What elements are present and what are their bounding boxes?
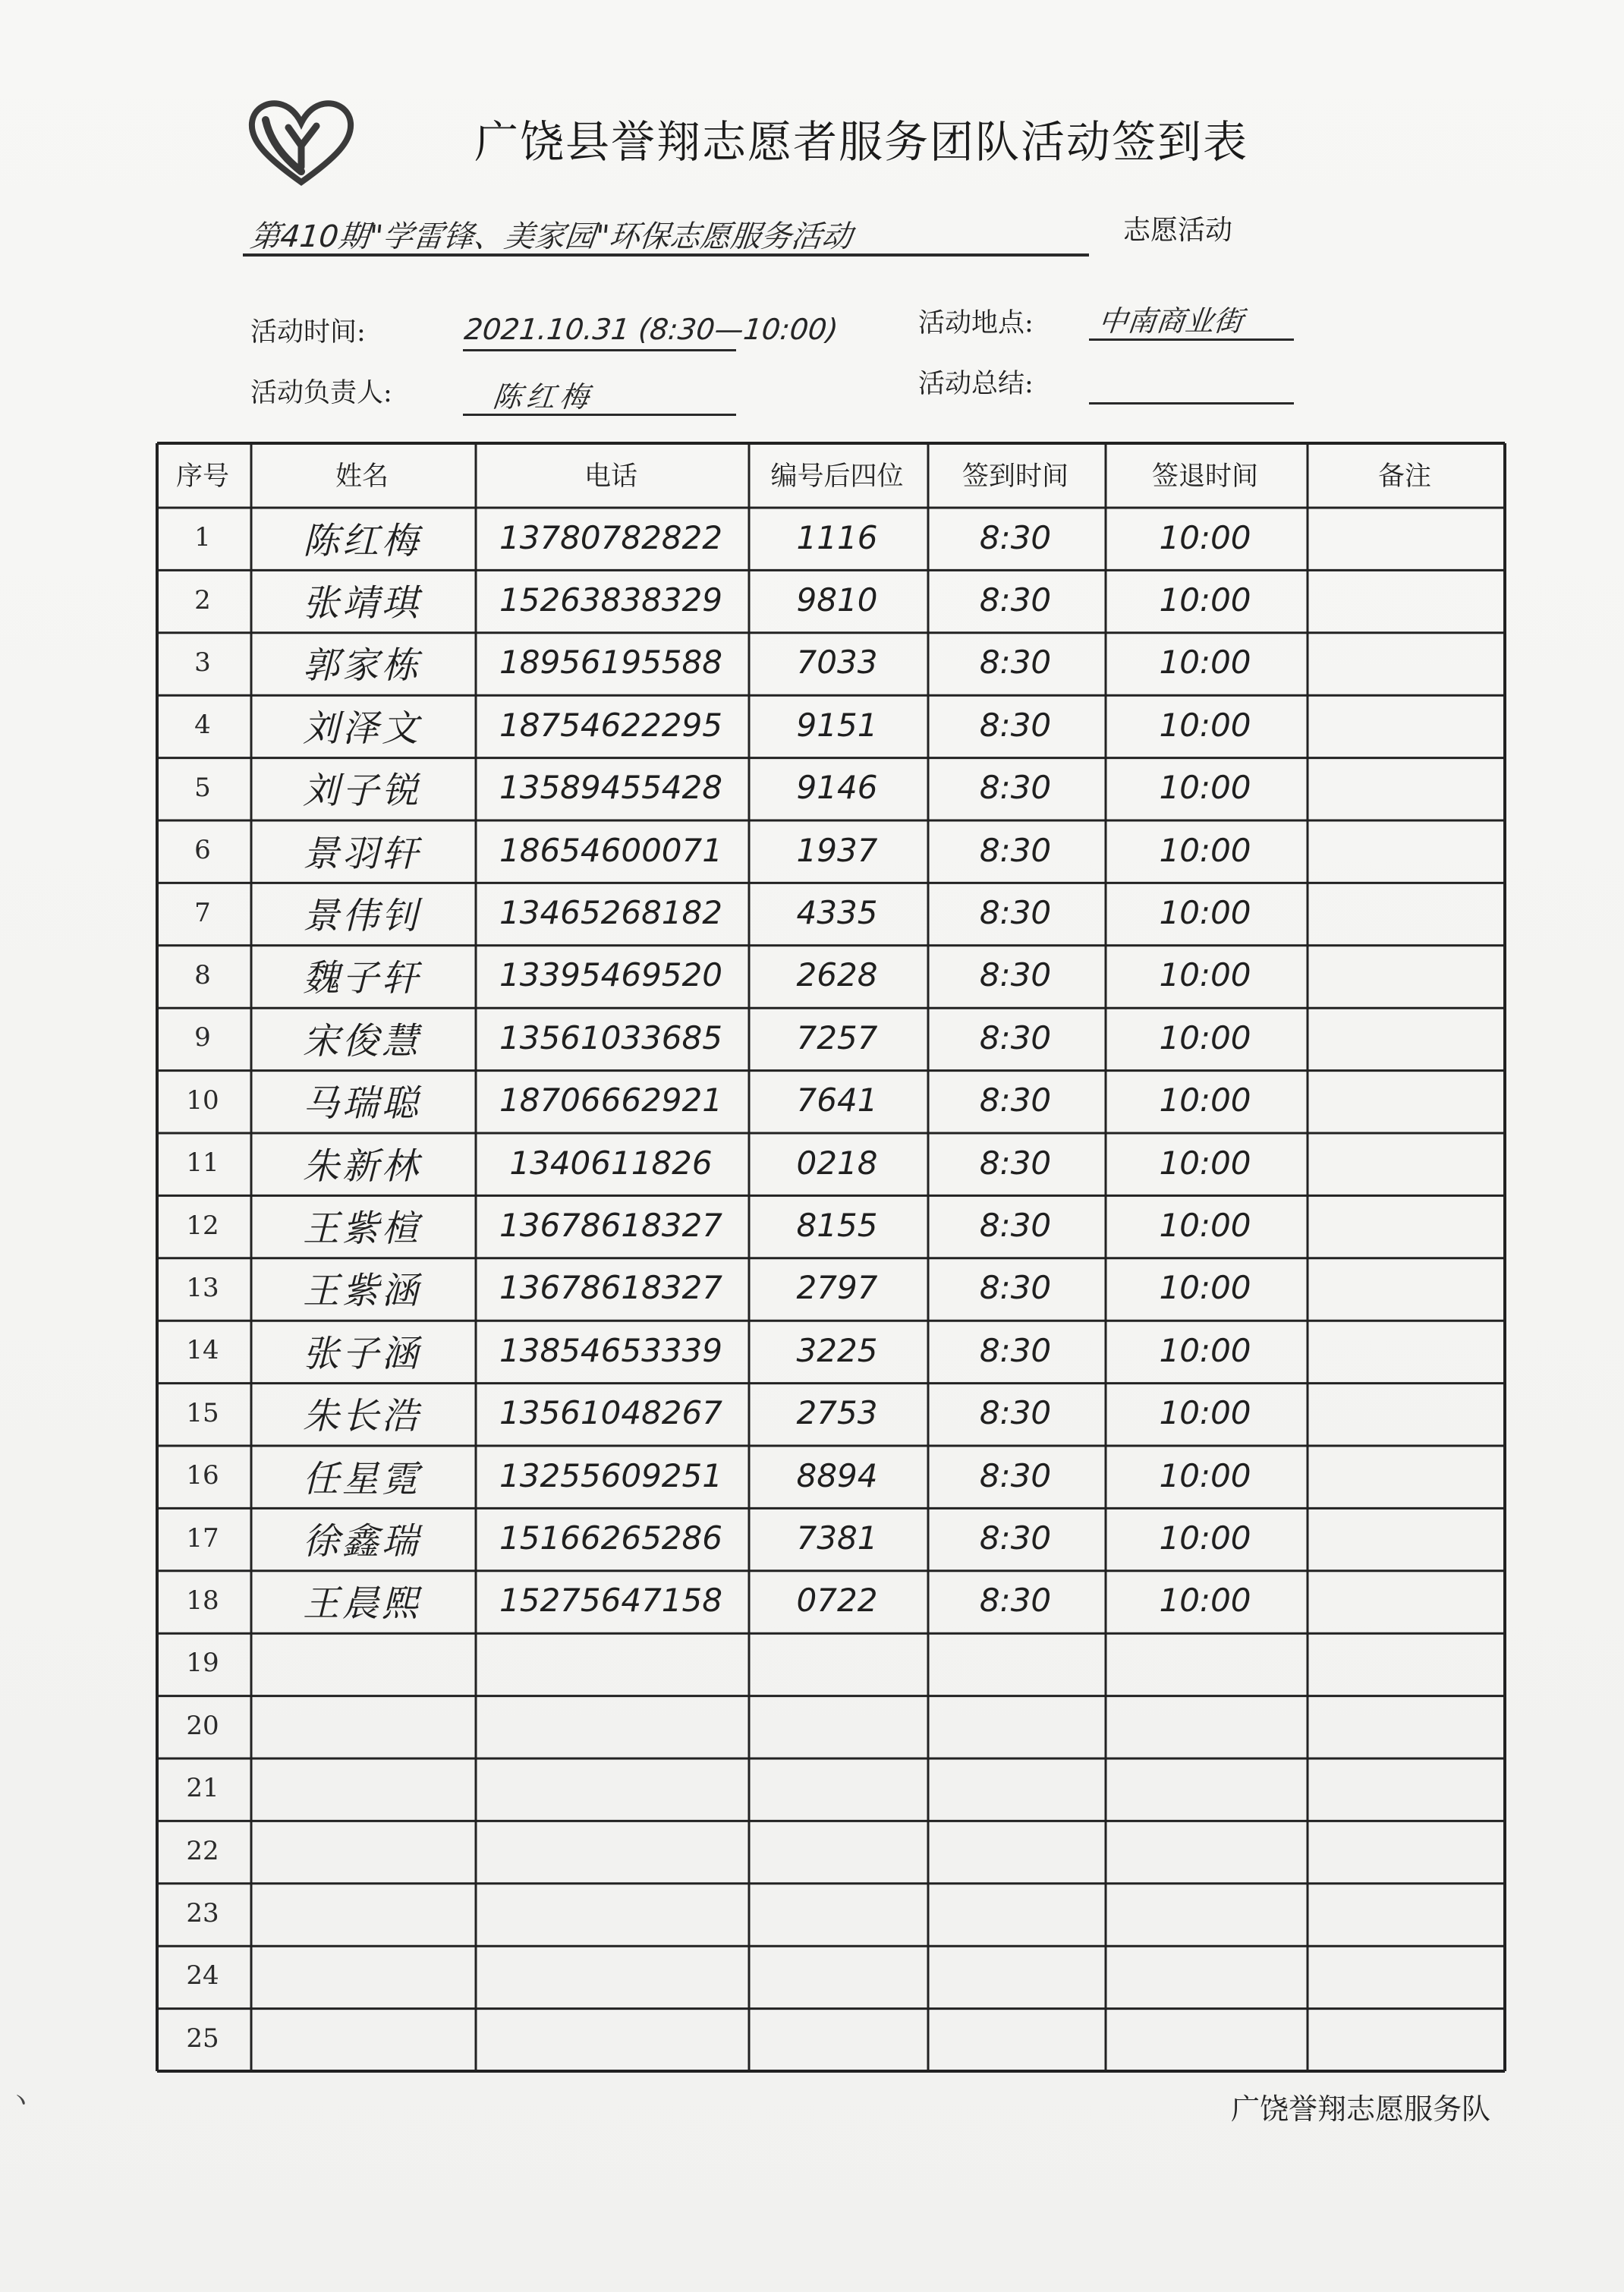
- row-remarks: [1306, 1632, 1503, 1694]
- row-checkin-time: 8:30: [979, 1018, 1052, 1056]
- row-remarks: [1306, 757, 1503, 819]
- row-checkout-time: 10:00: [1159, 1018, 1251, 1056]
- row-checkin-time: 8:30: [979, 706, 1052, 744]
- row-checkin-time: 8:30: [979, 1081, 1052, 1119]
- row-checkin-time: 8:30: [979, 1144, 1052, 1182]
- row-checkout-time: 10:00: [1159, 1144, 1251, 1182]
- row-id-last4: 0218: [796, 1144, 878, 1182]
- row-checkin-time: [927, 1757, 1104, 1819]
- row-checkout-time: 10:00: [1159, 894, 1251, 932]
- row-name: 景羽轩: [302, 832, 421, 875]
- row-checkin-time: [927, 1819, 1104, 1881]
- row-checkin-time: 8:30: [979, 769, 1052, 807]
- row-checkin-time: 8:30: [979, 956, 1052, 994]
- row-phone: 13780782822: [499, 518, 722, 556]
- row-remarks: [1306, 694, 1503, 756]
- row-id-last4: [747, 1695, 927, 1757]
- row-checkin-time: 8:30: [979, 581, 1052, 619]
- heart-y-logo-icon: [244, 97, 358, 188]
- row-remarks: [1306, 1944, 1503, 2007]
- row-id-last4: 0722: [796, 1582, 878, 1620]
- row-phone: 15263838329: [499, 581, 722, 619]
- row-checkout-time: [1104, 1944, 1306, 2007]
- header-id-last4: 编号后四位: [770, 461, 904, 492]
- header-checkin-time: 签到时间: [961, 461, 1069, 492]
- row-checkout-time: 10:00: [1159, 831, 1251, 869]
- row-phone: [474, 1882, 747, 1944]
- row-checkout-time: 10:00: [1159, 1456, 1251, 1494]
- row-remarks: [1306, 881, 1503, 943]
- row-index: 12: [186, 1210, 219, 1241]
- row-name: [250, 1757, 474, 1819]
- row-phone: 15275647158: [499, 1582, 722, 1620]
- row-name: 朱新林: [302, 1144, 421, 1188]
- row-name: 张子涵: [302, 1332, 421, 1375]
- footer-organization: 广饶誉翔志愿服务队: [1231, 2092, 1491, 2126]
- row-id-last4: [747, 1632, 927, 1694]
- row-checkout-time: 10:00: [1159, 956, 1251, 994]
- row-index: 14: [186, 1335, 219, 1366]
- row-checkin-time: 8:30: [979, 831, 1052, 869]
- row-name: 王紫楦: [302, 1207, 421, 1251]
- row-checkout-time: 10:00: [1159, 769, 1251, 807]
- header-phone: 电话: [584, 461, 637, 492]
- row-index: 9: [194, 1022, 211, 1053]
- row-id-last4: [747, 1819, 927, 1881]
- row-phone: [474, 2007, 747, 2070]
- row-checkout-time: 10:00: [1159, 706, 1251, 744]
- row-index: 13: [186, 1272, 219, 1303]
- row-name: [250, 2007, 474, 2070]
- row-phone: 13589455428: [499, 769, 722, 807]
- row-remarks: [1306, 1757, 1503, 1819]
- row-id-last4: 3225: [796, 1331, 878, 1369]
- row-name: 王紫涵: [302, 1270, 421, 1313]
- row-id-last4: 9810: [796, 581, 878, 619]
- row-phone: [474, 1819, 747, 1881]
- row-checkin-time: [927, 1632, 1104, 1694]
- row-name: 景伟钊: [302, 895, 421, 938]
- row-checkin-time: 8:30: [979, 1207, 1052, 1245]
- header-remarks: 备注: [1377, 461, 1431, 492]
- row-phone: 18754622295: [499, 706, 722, 744]
- row-id-last4: 7033: [796, 644, 878, 682]
- row-remarks: [1306, 1319, 1503, 1381]
- row-remarks: [1306, 1569, 1503, 1632]
- row-name: 宋俊慧: [302, 1019, 421, 1063]
- row-checkout-time: [1104, 1819, 1306, 1881]
- activity-summary-underline: [1089, 402, 1294, 405]
- row-index: 5: [194, 772, 211, 803]
- row-id-last4: 4335: [796, 894, 878, 932]
- activity-summary-label: 活动总结:: [918, 369, 1034, 399]
- activity-name: 第410期"学雷锋、美家园"环保志愿服务活动: [248, 219, 854, 254]
- row-checkin-time: [927, 1944, 1104, 2007]
- row-index: 21: [186, 1773, 219, 1804]
- row-checkout-time: 10:00: [1159, 1519, 1251, 1557]
- row-checkin-time: 8:30: [979, 1394, 1052, 1432]
- row-phone: 13561048267: [499, 1394, 722, 1432]
- row-checkout-time: 10:00: [1159, 1081, 1251, 1119]
- row-remarks: [1306, 1194, 1503, 1256]
- row-checkin-time: 8:30: [979, 1331, 1052, 1369]
- row-index: 16: [186, 1460, 219, 1491]
- row-phone: 13678618327: [499, 1207, 722, 1245]
- row-name: 刘子锐: [302, 770, 421, 813]
- row-checkin-time: 8:30: [979, 1582, 1052, 1620]
- row-id-last4: 2628: [796, 956, 878, 994]
- row-phone: 13255609251: [499, 1456, 722, 1494]
- row-checkout-time: [1104, 1882, 1306, 1944]
- row-id-last4: 7381: [796, 1519, 878, 1557]
- row-id-last4: 7641: [796, 1081, 878, 1119]
- row-phone: 13854653339: [499, 1331, 722, 1369]
- row-checkout-time: 10:00: [1159, 1331, 1251, 1369]
- row-checkout-time: 10:00: [1159, 1394, 1251, 1432]
- header-name: 姓名: [335, 461, 389, 492]
- row-index: 10: [186, 1085, 219, 1116]
- row-phone: 1340611826: [509, 1144, 713, 1182]
- row-remarks: [1306, 1132, 1503, 1194]
- row-checkout-time: 10:00: [1159, 1269, 1251, 1307]
- row-checkout-time: 10:00: [1159, 518, 1251, 556]
- row-name: [250, 1632, 474, 1694]
- row-id-last4: [747, 1944, 927, 2007]
- row-index: 1: [194, 522, 211, 553]
- row-index: 6: [194, 835, 211, 866]
- row-checkin-time: [927, 1882, 1104, 1944]
- row-checkout-time: [1104, 2007, 1306, 2070]
- row-remarks: [1306, 506, 1503, 568]
- row-phone: 18956195588: [499, 644, 722, 682]
- row-checkin-time: [927, 2007, 1104, 2070]
- row-phone: 13561033685: [499, 1018, 722, 1056]
- row-name: 朱长浩: [302, 1395, 421, 1438]
- row-id-last4: 2753: [796, 1394, 878, 1432]
- row-id-last4: 9146: [796, 769, 878, 807]
- activity-place-label: 活动地点:: [918, 308, 1034, 338]
- row-index: 22: [186, 1835, 219, 1866]
- row-index: 15: [186, 1397, 219, 1428]
- row-remarks: [1306, 819, 1503, 881]
- row-id-last4: 9151: [796, 706, 878, 744]
- activity-name-suffix: 志愿活动: [1123, 215, 1233, 246]
- row-index: 17: [186, 1522, 219, 1554]
- row-remarks: [1306, 1506, 1503, 1569]
- row-name: [250, 1695, 474, 1757]
- row-name: 马瑞聪: [302, 1082, 421, 1126]
- activity-place-value: 中南商业街: [1097, 304, 1245, 338]
- row-remarks: [1306, 1882, 1503, 1944]
- row-name: 任星霓: [302, 1457, 421, 1500]
- row-phone: 15166265286: [499, 1519, 722, 1557]
- row-remarks: [1306, 944, 1503, 1006]
- row-checkout-time: 10:00: [1159, 581, 1251, 619]
- row-checkin-time: 8:30: [979, 1269, 1052, 1307]
- row-name: [250, 1944, 474, 2007]
- row-name: 徐鑫瑞: [302, 1520, 421, 1563]
- row-index: 18: [186, 1585, 219, 1616]
- row-index: 25: [186, 2023, 219, 2054]
- row-checkout-time: [1104, 1695, 1306, 1757]
- header-checkout-time: 签退时间: [1151, 461, 1258, 492]
- row-name: 魏子轩: [302, 957, 421, 1000]
- row-remarks: [1306, 631, 1503, 694]
- row-phone: [474, 1944, 747, 2007]
- row-checkin-time: 8:30: [979, 644, 1052, 682]
- row-id-last4: 1116: [796, 518, 878, 556]
- row-phone: 13678618327: [499, 1269, 722, 1307]
- row-id-last4: 2797: [796, 1269, 878, 1307]
- row-phone: [474, 1757, 747, 1819]
- row-checkin-time: 8:30: [979, 1456, 1052, 1494]
- row-remarks: [1306, 568, 1503, 631]
- row-checkin-time: 8:30: [979, 894, 1052, 932]
- row-index: 11: [186, 1148, 219, 1179]
- row-index: 19: [186, 1648, 219, 1679]
- row-checkout-time: 10:00: [1159, 644, 1251, 682]
- row-remarks: [1306, 1069, 1503, 1132]
- row-checkout-time: 10:00: [1159, 1207, 1251, 1245]
- row-phone: [474, 1695, 747, 1757]
- row-checkin-time: 8:30: [979, 518, 1052, 556]
- row-remarks: [1306, 1382, 1503, 1444]
- row-id-last4: [747, 1882, 927, 1944]
- row-remarks: [1306, 1695, 1503, 1757]
- sign-in-table: [156, 442, 1503, 2070]
- row-remarks: [1306, 1819, 1503, 1881]
- row-id-last4: 8155: [796, 1207, 878, 1245]
- row-index: 23: [186, 1897, 219, 1928]
- row-name: 陈红梅: [302, 519, 421, 562]
- header-index: 序号: [175, 461, 229, 492]
- row-phone: 18706662921: [499, 1081, 722, 1119]
- row-index: 8: [194, 959, 211, 990]
- page-title: 广饶县誉翔志愿者服务团队活动签到表: [474, 116, 1249, 168]
- activity-leader-value: 陈红梅: [491, 380, 595, 414]
- row-name: 刘泽文: [302, 707, 421, 750]
- row-phone: 13395469520: [499, 956, 722, 994]
- row-index: 7: [194, 897, 211, 928]
- row-name: 郭家栋: [302, 644, 421, 688]
- row-phone: 13465268182: [499, 894, 722, 932]
- row-remarks: [1306, 2007, 1503, 2070]
- row-name: [250, 1882, 474, 1944]
- row-id-last4: [747, 2007, 927, 2070]
- activity-time-label: 活动时间:: [250, 317, 366, 348]
- row-remarks: [1306, 1257, 1503, 1319]
- row-remarks: [1306, 1006, 1503, 1069]
- row-index: 4: [194, 710, 211, 741]
- row-checkout-time: 10:00: [1159, 1582, 1251, 1620]
- row-phone: 18654600071: [499, 831, 722, 869]
- row-name: 王晨熙: [302, 1582, 421, 1626]
- row-name: 张靖琪: [302, 582, 421, 625]
- row-remarks: [1306, 1444, 1503, 1506]
- row-index: 24: [186, 1960, 219, 1991]
- row-checkout-time: [1104, 1757, 1306, 1819]
- row-index: 3: [194, 647, 211, 678]
- activity-leader-label: 活动负责人:: [250, 378, 392, 408]
- activity-time-underline: [463, 349, 736, 351]
- activity-time-value: 2021.10.31 (8:30—10:00): [462, 313, 840, 346]
- row-id-last4: [747, 1757, 927, 1819]
- row-id-last4: 8894: [796, 1456, 878, 1494]
- row-checkin-time: [927, 1695, 1104, 1757]
- row-id-last4: 1937: [796, 831, 878, 869]
- row-phone: [474, 1632, 747, 1694]
- row-name: [250, 1819, 474, 1881]
- edge-mark: ヽ: [8, 2086, 33, 2116]
- row-index: 20: [186, 1710, 219, 1741]
- row-checkin-time: 8:30: [979, 1519, 1052, 1557]
- row-checkout-time: [1104, 1632, 1306, 1694]
- row-index: 2: [194, 584, 211, 616]
- row-id-last4: 7257: [796, 1018, 878, 1056]
